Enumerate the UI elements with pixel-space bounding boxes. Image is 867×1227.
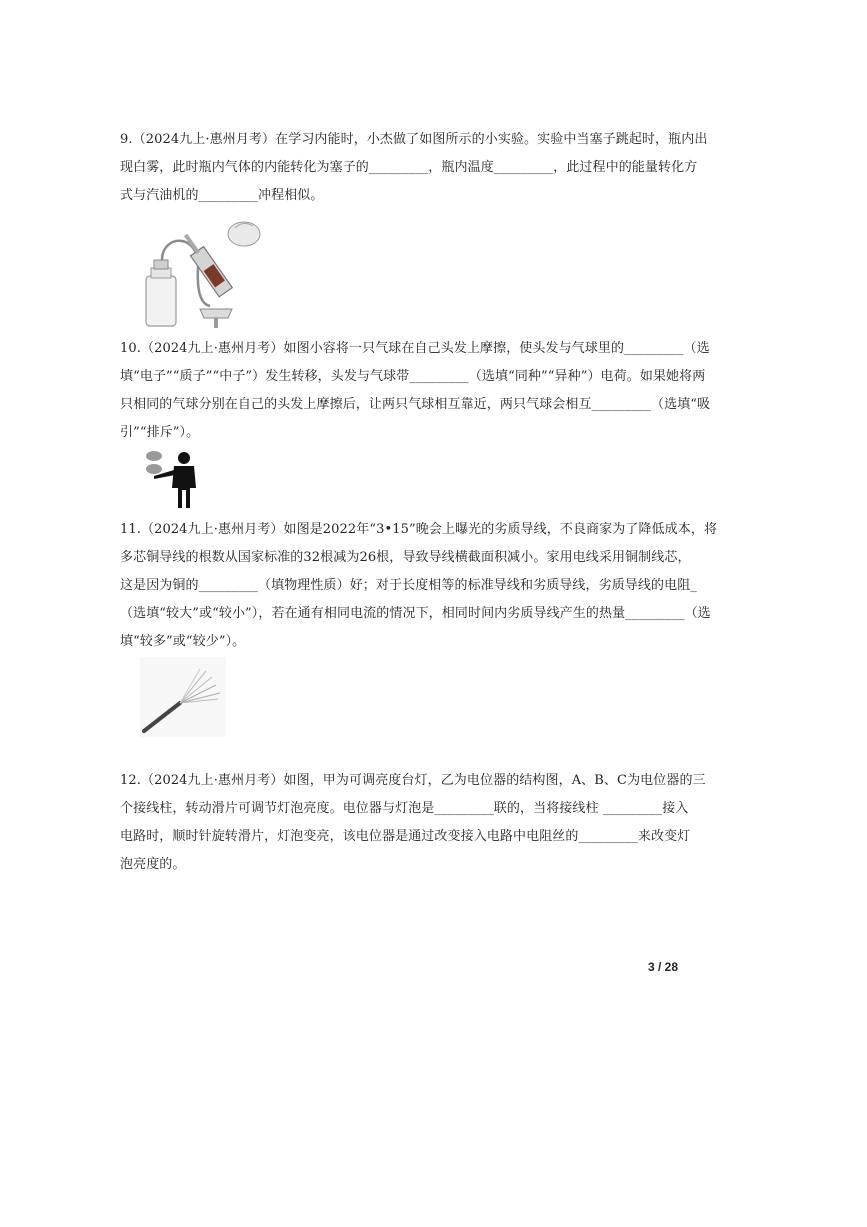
question-line: 填“电子”“质子”“中子”）发生转移，头发与气球带_________（选填“同种”“异种”）电荷。如果她将两 <box>120 369 706 384</box>
question-line: 现白雾，此时瓶内气体的内能转化为塞子的_________，瓶内温度_________，此过程中的能量转化方 <box>120 160 698 175</box>
question-line: 泡亮度的。 <box>120 857 186 872</box>
question-12 <box>120 767 710 879</box>
question-line: 个接线柱，转动滑片可调节灯泡亮度。电位器与灯泡是_________联的，当将接线柱 _________接入 <box>120 801 689 816</box>
question-9 <box>120 126 710 210</box>
question-line: 填“较多”或“较少”）。 <box>120 634 246 649</box>
question-line: 9.（2024九上·惠州月考）在学习内能时，小杰做了如图所示的小实验。实验中当塞子跳起时，瓶内出 <box>120 132 708 147</box>
question-line: 引”“排斥”）。 <box>120 425 200 440</box>
question-line: 式与汽油机的_________冲程相似。 <box>120 188 324 203</box>
question-line: 12.（2024九上·惠州月考）如图，甲为可调亮度台灯，乙为电位器的结构图，A、B、C为电位器的三 <box>120 773 706 788</box>
question-line: 只相同的气球分别在自己的头发上摩擦后，让两只气球相互靠近，两只气球会相互_________（选填“吸 <box>120 397 711 412</box>
question-11 <box>120 516 718 656</box>
page-number: 3 / 28 <box>648 960 679 974</box>
wire-figure <box>140 657 226 737</box>
person-balloon-figure <box>140 448 204 510</box>
question-line: 多芯铜导线的根数从国家标准的32根减为26根，导致导线横截面积减小。家用电线采用铜制线芯， <box>120 550 691 565</box>
question-line: 11.（2024九上·惠州月考）如图是2022年“3•15”晚会上曝光的劣质导线，不良商家为了降低成本，将 <box>120 522 718 537</box>
question-line: （选填“较大”或“较小”），若在通有相同电流的情况下，相同时间内劣质导线产生的热量_________（选 <box>120 606 711 621</box>
question-line: 10.（2024九上·惠州月考）如图小容将一只气球在自己头发上摩擦，使头发与气球里的_________（选 <box>120 341 710 356</box>
question-10 <box>120 335 710 447</box>
bottle-experiment-figure <box>140 214 270 330</box>
question-line: 这是因为铜的_________（填物理性质）好；对于长度相等的标准导线和劣质导线，劣质导线的电阻_ <box>120 578 697 593</box>
question-line: 电路时，顺时针旋转滑片，灯泡变亮，该电位器是通过改变接入电路中电阻丝的_________来改变灯 <box>120 829 691 844</box>
